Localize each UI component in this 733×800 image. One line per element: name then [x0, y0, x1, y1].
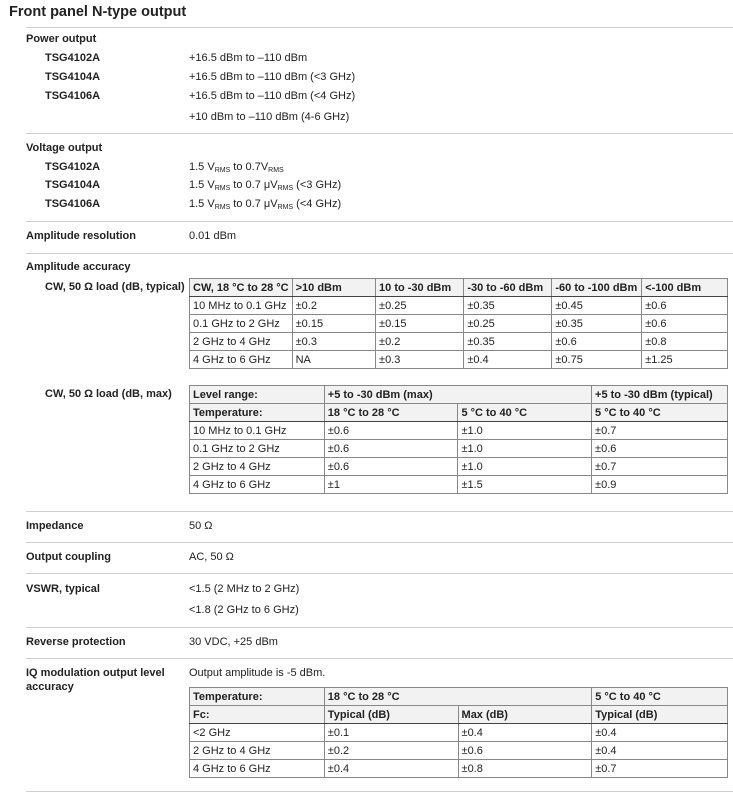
table-cell: ±0.6: [642, 315, 728, 333]
table-cell: ±1: [324, 476, 458, 494]
impedance-label: Impedance: [26, 520, 84, 532]
page-title: Front panel N-type output: [9, 4, 187, 20]
table-header-row: [190, 404, 728, 422]
table-cell: ±0.2: [324, 742, 458, 760]
table-cell: ±0.1: [324, 724, 458, 742]
table-cell: 2 GHz to 4 GHz: [190, 458, 325, 476]
voltage-model: TSG4106A: [45, 198, 101, 210]
table-cell: ±0.6: [324, 458, 458, 476]
table-row: [190, 742, 728, 760]
divider: [26, 791, 733, 792]
table-cell: ±0.2: [376, 333, 464, 351]
divider: [26, 221, 733, 222]
table-header-cell: -60 to -100 dBm: [552, 279, 642, 297]
divider: [26, 573, 733, 574]
table-header-cell: 18 °C to 28 °C: [324, 404, 458, 422]
table-header-cell: 10 to -30 dBm: [376, 279, 464, 297]
table-cell: ±0.9: [592, 476, 728, 494]
table-row: [190, 333, 728, 351]
table-row: [190, 297, 728, 315]
table-header-cell: +5 to -30 dBm (typical): [592, 386, 728, 404]
table-header-cell: Typical (dB): [592, 706, 728, 724]
amplitude-resolution-label: Amplitude resolution: [26, 230, 136, 242]
table-cell: ±1.25: [642, 351, 728, 369]
table-cell: ±0.3: [292, 333, 375, 351]
table-header-cell: 5 °C to 40 °C: [458, 404, 592, 422]
table-cell: ±0.4: [592, 742, 728, 760]
table-cell: 2 GHz to 4 GHz: [190, 742, 325, 760]
divider: [26, 27, 733, 28]
table-header-cell: Level range:: [190, 386, 325, 404]
table-cell: ±0.15: [292, 315, 375, 333]
reverse-protection-value: 30 VDC, +25 dBm: [189, 636, 278, 648]
table-cell: ±0.4: [458, 724, 592, 742]
table-header-cell: 5 °C to 40 °C: [592, 688, 728, 706]
table-cell: 0.1 GHz to 2 GHz: [190, 315, 293, 333]
table-cell: ±0.75: [552, 351, 642, 369]
divider: [26, 627, 733, 628]
table-cell: NA: [292, 351, 375, 369]
table-header-cell: >10 dBm: [292, 279, 375, 297]
table-header-cell: Temperature:: [190, 404, 325, 422]
table-header-cell: 5 °C to 40 °C: [592, 404, 728, 422]
power-output-label: Power output: [26, 33, 97, 45]
vswr-label: VSWR, typical: [26, 583, 100, 595]
table-cell: ±1.5: [458, 476, 592, 494]
table-row: [190, 760, 728, 778]
table-header-cell: Temperature:: [190, 688, 325, 706]
table-cell: ±0.6: [642, 297, 728, 315]
table-cell: 10 MHz to 0.1 GHz: [190, 297, 293, 315]
max-table-label: CW, 50 Ω load (dB, max): [45, 388, 172, 400]
amplitude-resolution-value: 0.01 dBm: [189, 230, 237, 242]
table-cell: ±0.6: [324, 440, 458, 458]
table-cell: ±0.7: [592, 760, 728, 778]
iq-label: IQ modulation output level: [26, 667, 165, 679]
power-model: TSG4104A: [45, 71, 101, 83]
table-cell: 2 GHz to 4 GHz: [190, 333, 293, 351]
power-model: TSG4106A: [45, 90, 101, 102]
table-cell: 0.1 GHz to 2 GHz: [190, 440, 325, 458]
table-row: [190, 315, 728, 333]
table-cell: <2 GHz: [190, 724, 325, 742]
table-header-cell: Typical (dB): [324, 706, 458, 724]
voltage-value: 1.5 $V_{RMS}$ to 0.7 $\mu V_{RMS}$ (<3 GHz): [189, 179, 342, 192]
table-cell: ±0.35: [552, 315, 642, 333]
iq-accuracy-table: [189, 687, 728, 778]
power-value: +16.5 dBm to –110 dBm: [189, 52, 308, 64]
vswr-value: <1.5 (2 MHz to 2 GHz): [189, 583, 300, 595]
table-cell: ±0.6: [324, 422, 458, 440]
table-row: [190, 422, 728, 440]
voltage-model: TSG4104A: [45, 179, 101, 191]
iq-label-line2: accuracy: [26, 681, 74, 693]
table-row: [190, 458, 728, 476]
table-cell: ±0.7: [592, 458, 728, 476]
table-cell: ±0.4: [464, 351, 552, 369]
table-header-cell: Fc:: [190, 706, 325, 724]
table-header-cell: CW, 18 °C to 28 °C: [190, 279, 293, 297]
divider: [26, 253, 733, 254]
power-value: +16.5 dBm to –110 dBm (<4 GHz): [189, 90, 356, 102]
divider: [26, 133, 733, 134]
table-cell: ±0.25: [464, 315, 552, 333]
reverse-protection-label: Reverse protection: [26, 636, 126, 648]
table-cell: 10 MHz to 0.1 GHz: [190, 422, 325, 440]
table-cell: ±0.25: [376, 297, 464, 315]
table-header-row: [190, 706, 728, 724]
table-header-cell: +5 to -30 dBm (max): [324, 386, 591, 404]
table-header-row: [190, 279, 728, 297]
table-cell: ±1.0: [458, 458, 592, 476]
iq-note: Output amplitude is -5 dBm.: [189, 667, 326, 679]
table-cell: ±0.15: [376, 315, 464, 333]
voltage-value: 1.5 $V_{RMS}$ to 0.7 $\mu V_{RMS}$ (<4 GHz): [189, 198, 342, 211]
divider: [26, 658, 733, 659]
max-accuracy-table: [189, 385, 728, 494]
table-cell: 4 GHz to 6 GHz: [190, 351, 293, 369]
output-coupling-value: AC, 50 Ω: [189, 551, 234, 563]
table-row: [190, 440, 728, 458]
table-row: [190, 724, 728, 742]
voltage-output-label: Voltage output: [26, 142, 103, 154]
amplitude-accuracy-label: Amplitude accuracy: [26, 261, 131, 273]
power-model: TSG4102A: [45, 52, 101, 64]
voltage-model: TSG4102A: [45, 161, 101, 173]
typical-accuracy-table: [189, 278, 728, 369]
table-cell: ±0.4: [592, 724, 728, 742]
table-cell: ±0.8: [458, 760, 592, 778]
output-coupling-label: Output coupling: [26, 551, 111, 563]
impedance-value: 50 Ω: [189, 520, 213, 532]
table-cell: ±0.45: [552, 297, 642, 315]
table-header-cell: <-100 dBm: [642, 279, 728, 297]
table-cell: ±0.6: [592, 440, 728, 458]
vswr-value: <1.8 (2 GHz to 6 GHz): [189, 604, 299, 616]
table-cell: ±0.2: [292, 297, 375, 315]
typical-table-label: CW, 50 Ω load (dB, typical): [45, 281, 185, 293]
table-cell: ±0.6: [552, 333, 642, 351]
table-cell: ±0.6: [458, 742, 592, 760]
table-row: [190, 351, 728, 369]
table-cell: ±0.3: [376, 351, 464, 369]
table-cell: ±0.35: [464, 333, 552, 351]
table-cell: ±0.8: [642, 333, 728, 351]
power-value: +16.5 dBm to –110 dBm (<3 GHz): [189, 71, 356, 83]
divider: [26, 542, 733, 543]
table-cell: ±1.0: [458, 422, 592, 440]
table-cell: ±0.7: [592, 422, 728, 440]
table-cell: 4 GHz to 6 GHz: [190, 476, 325, 494]
table-cell: ±0.35: [464, 297, 552, 315]
table-header-cell: 18 °C to 28 °C: [324, 688, 591, 706]
table-header-cell: Max (dB): [458, 706, 592, 724]
table-cell: ±1.0: [458, 440, 592, 458]
table-cell: ±0.4: [324, 760, 458, 778]
table-header-row: [190, 688, 728, 706]
voltage-value: 1.5 $V_{RMS}$ to $0.7V_{RMS}$: [189, 161, 284, 174]
table-header-cell: -30 to -60 dBm: [464, 279, 552, 297]
table-header-row: [190, 386, 728, 404]
table-row: [190, 476, 728, 494]
power-value: +10 dBm to –110 dBm (4-6 GHz): [189, 111, 350, 123]
table-cell: 4 GHz to 6 GHz: [190, 760, 325, 778]
divider: [26, 511, 733, 512]
